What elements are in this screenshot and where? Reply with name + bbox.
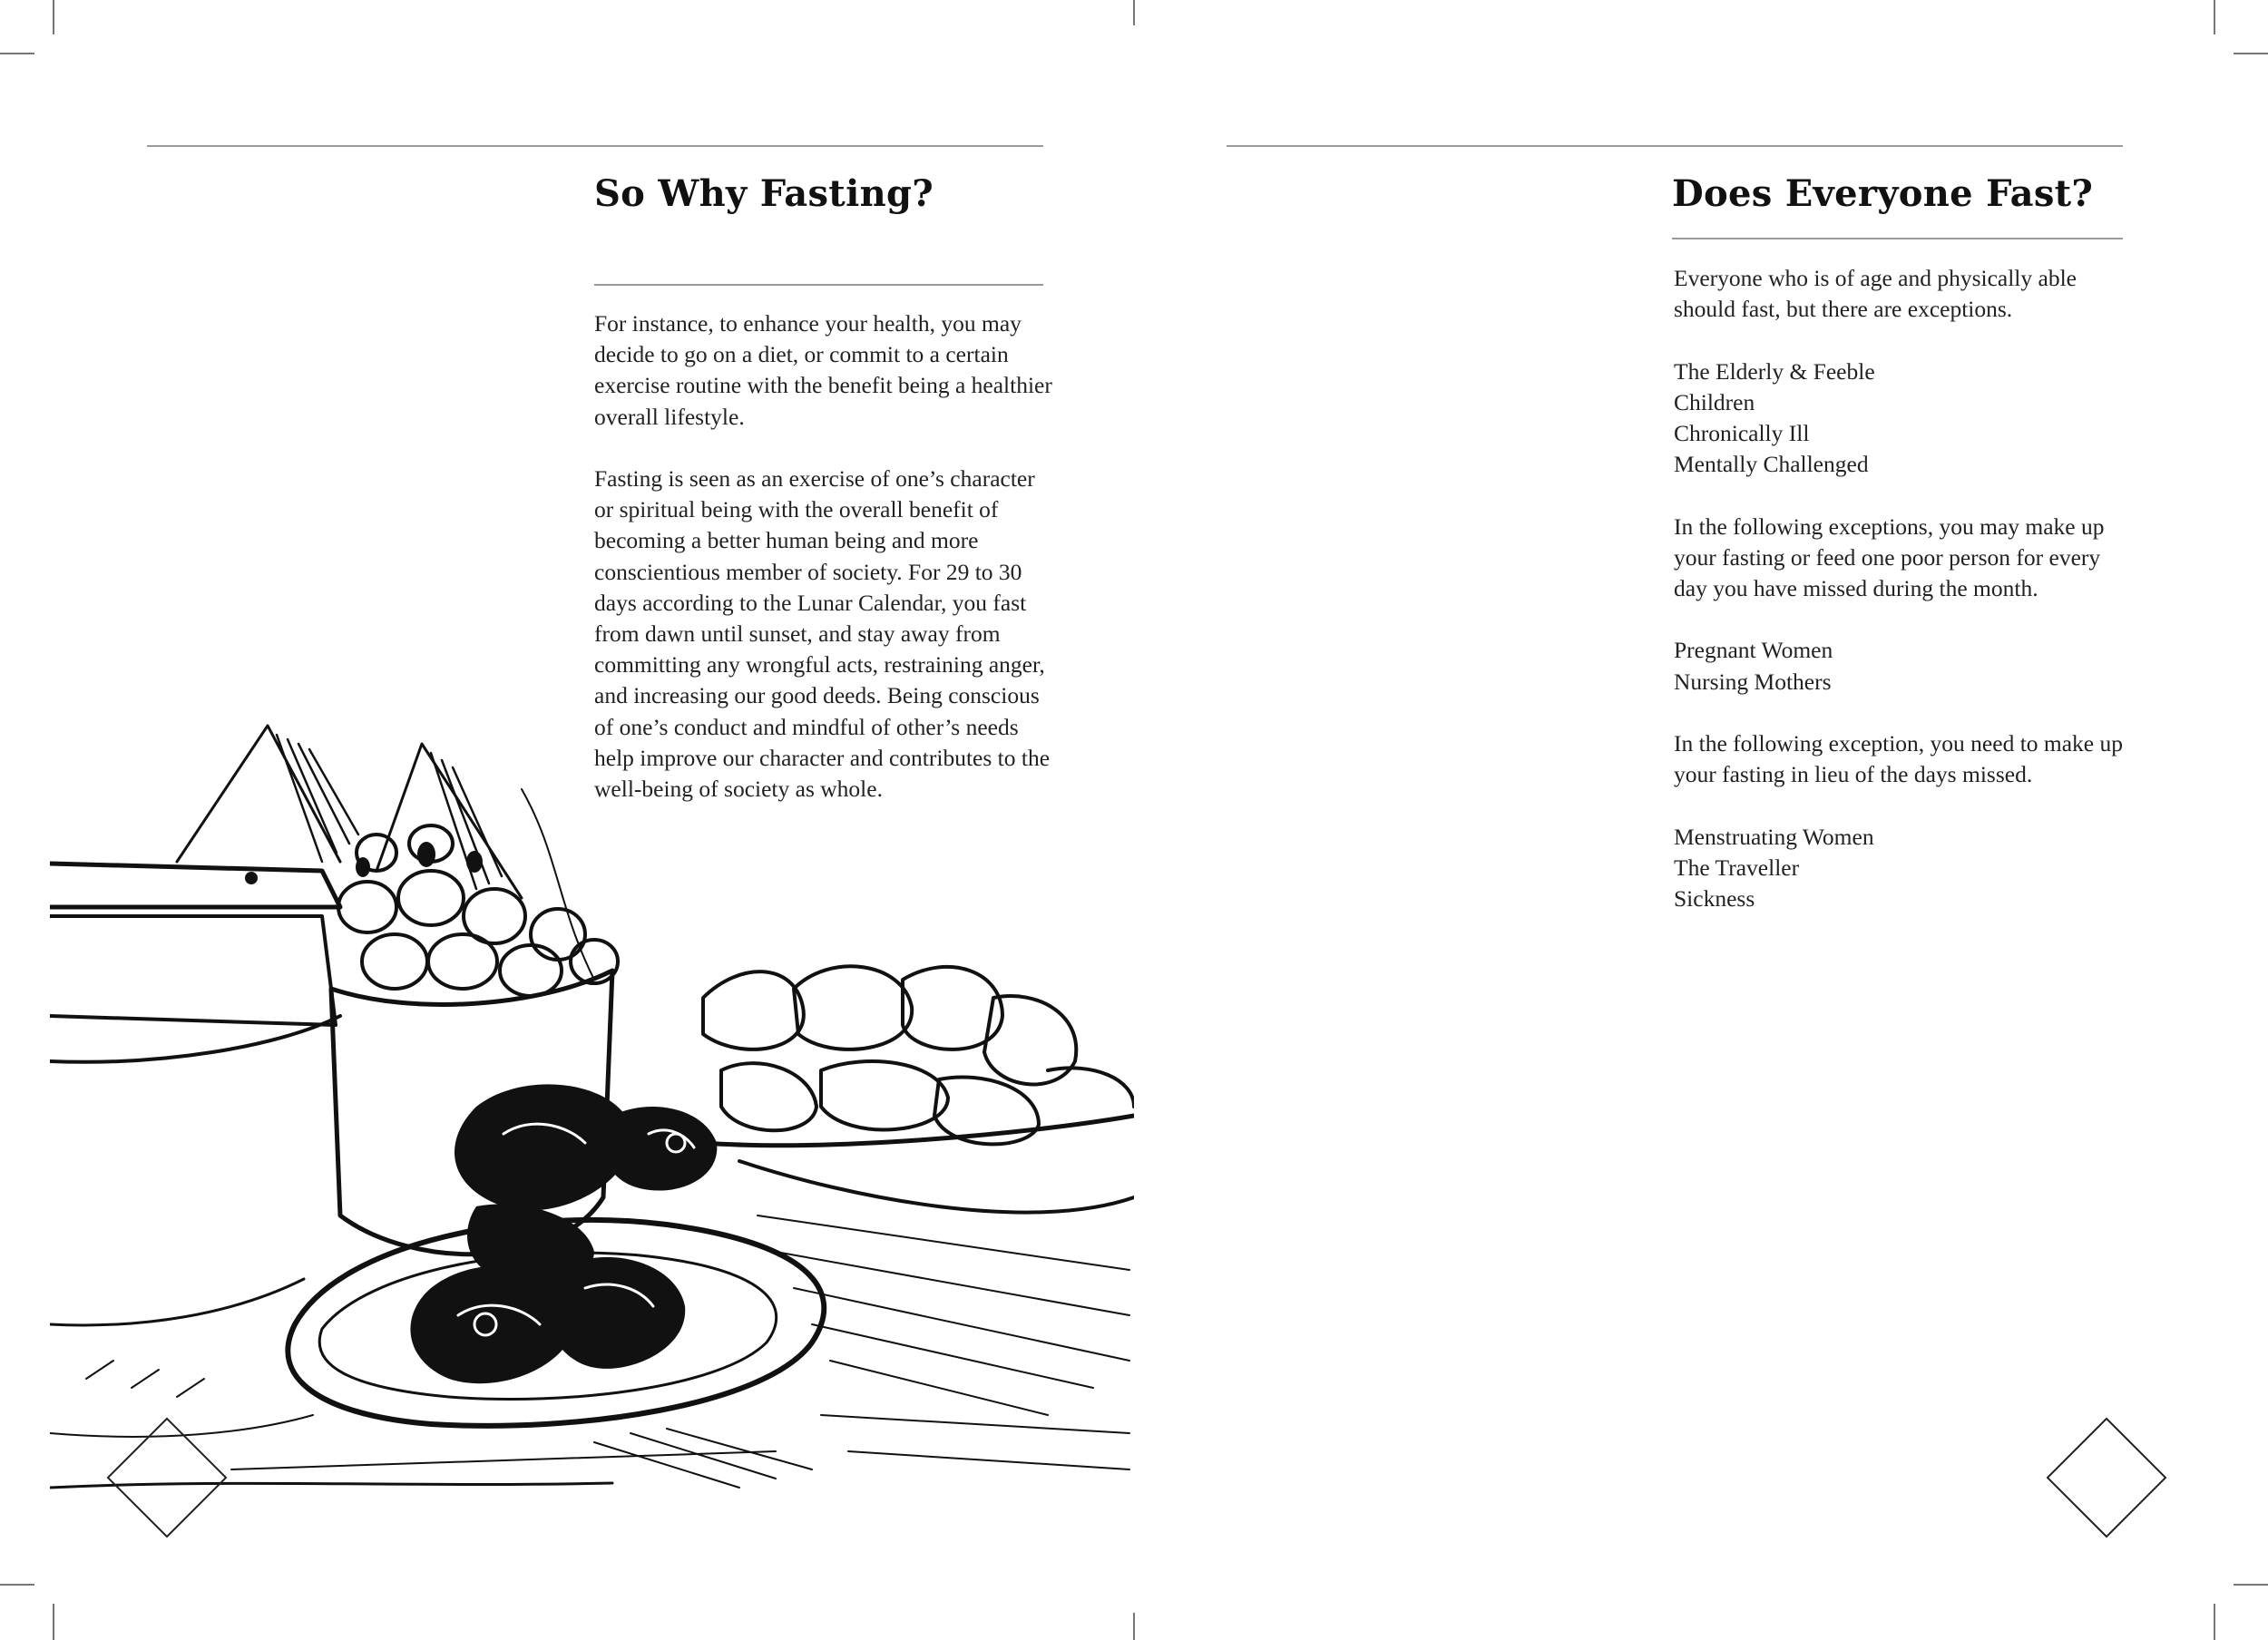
paragraph: In the following exceptions, you may make up your fasting or feed one poor person for every day you have missed during the month. — [1674, 512, 2105, 601]
list-item: Sickness — [1674, 884, 1755, 912]
exception-list — [1674, 635, 2127, 697]
crop-mark — [2234, 53, 2268, 54]
page-title: So Why Fasting? — [594, 172, 934, 215]
platter-shading — [758, 1215, 1129, 1415]
sketch-stroke — [522, 789, 594, 980]
glass-base — [50, 1279, 304, 1325]
list-item: Nursing Mothers — [1674, 668, 1832, 695]
crop-mark — [2214, 1604, 2215, 1640]
crop-mark — [1133, 0, 1135, 25]
crop-mark — [2214, 0, 2215, 34]
platter-rim — [739, 1161, 1134, 1213]
sketch-hatching — [277, 735, 358, 862]
title-rule — [594, 284, 1043, 286]
intro-paragraph: Everyone who is of age and physically able should fast, but there are exceptions. — [1674, 265, 2077, 323]
crop-mark — [53, 1604, 54, 1640]
page-corner-diamond — [2047, 1418, 2167, 1538]
glass-dot — [245, 872, 258, 884]
page-title: Does Everyone Fast? — [1672, 172, 2094, 215]
list-item: Mentally Challenged — [1674, 451, 1869, 478]
dates-back — [703, 966, 1134, 1144]
top-rule — [1227, 145, 2123, 147]
crop-mark — [1133, 1613, 1135, 1640]
body-text — [1674, 263, 2127, 945]
list-item: The Elderly & Feeble — [1674, 357, 1875, 385]
paragraph: In the following exception, you need to make up your fasting in lieu of the days missed. — [1674, 729, 2123, 788]
exception-list — [1674, 822, 2127, 915]
crop-mark — [2234, 1584, 2268, 1586]
nuts — [338, 825, 618, 996]
list-item: The Traveller — [1674, 854, 1800, 881]
list-item: Children — [1674, 388, 1755, 415]
body-text — [594, 308, 1057, 835]
title-rule — [1672, 238, 2123, 239]
crop-mark — [53, 0, 54, 34]
glass — [50, 864, 340, 907]
crop-mark — [0, 1584, 34, 1586]
list-item: Pregnant Women — [1674, 637, 1833, 664]
list-item: Menstruating Women — [1674, 823, 1874, 850]
glass — [50, 916, 336, 1025]
paragraph: Fasting is seen as an exercise of one’s character or spiritual being with the overall benefit of becoming a better human being and more conscientious member of society. For 29 to 30 days according to the Lunar Calendar, you fast from dawn until sunset, and stay away from committing any wrongful acts, restraining anger, and increasing our good deeds. Being conscious of one’s conduct and mindful of other’s needs help improve our character and contributes to the well-being of society as whole. — [594, 465, 1051, 803]
crop-mark — [0, 53, 34, 54]
list-item: Chronically Ill — [1674, 420, 1810, 446]
paragraph: For instance, to enhance your health, you may decide to go on a diet, or commit to a certain exercise routine with the benefit being a healthier overall lifestyle. — [594, 310, 1052, 430]
exception-list — [1674, 356, 2127, 481]
top-rule — [147, 145, 1043, 147]
